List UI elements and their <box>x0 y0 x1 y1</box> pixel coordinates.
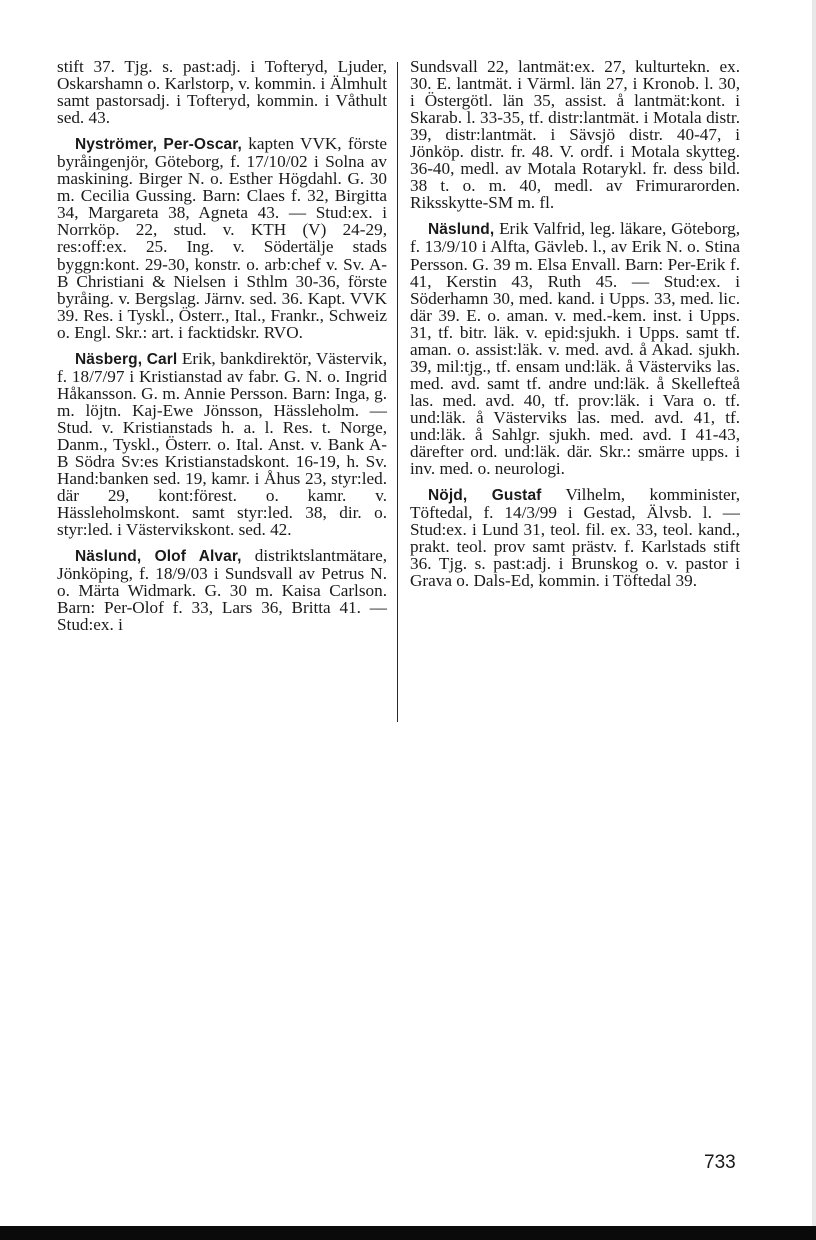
page-number: 733 <box>704 1152 736 1173</box>
entry-nojd <box>410 486 740 589</box>
entry-text: Vilhelm, komminister, Töftedal, f. 14/3/99 i Gestad, Älvsb. l. — Stud:ex. i Lund 31, teol. fil. ex. 33, teol. kand., prakt. teol. prov samt prästv. f. Karlstads stift 36. Tjg. s. past:adj. i Brunskog o. v. pastor i Grava o. Dals-Ed, kommin. i Töftedal 39. <box>410 485 740 591</box>
scan-bottom-border <box>0 1226 816 1240</box>
entry-text: stift 37. Tjg. s. past:adj. i Tofteryd, Ljuder, Oskarshamn o. Karlstorp, v. kommin. i Älmhult samt pastorsadj. i Tofteryd, kommin. i Våthult sed. 43. <box>57 57 387 128</box>
column-divider <box>397 62 398 722</box>
entry-name: Nöjd, Gustaf <box>428 487 542 505</box>
entry-name: Nyströmer, Per-Oscar, <box>75 136 242 154</box>
entry-text: Erik Valfrid, leg. läkare, Göteborg, f. 13/9/10 i Alfta, Gävleb. l., av Erik N. o. Stina Persson. G. 39 m. Elsa Envall. Barn: Per-Erik f. 41, Kerstin 43, Ruth 45. — Stud:ex. i Söderhamn 30, med. kand. i Upps. 33, med. lic. där 39. E. o. aman. v. med.-kem. inst. i Upps. 31, tf. bitr. läk. v. epid:sjukh. i Upps. samt tf. aman. o. assist:läk. v. med. avd. å Akad. sjukh. 39, mil:tjg., tf. ensam und:läk. å Västerviks las. med. avd. samt tf. andre und:läk. å Skellefteå las. med. avd. 40, tf. prov:läk. i Vara o. tf. und:läk. å Västerviks las. med. avd. 41, tf. und:läk. å Sahlgr. sjukh. med. avd. I 41-43, därefter ord. und:läk. där. Skr.: smärre upps. i inv. med. o. neurologi. <box>410 219 740 479</box>
entry-text: Erik, bankdirektör, Västervik, f. 18/7/97 i Kristianstad av fabr. G. N. o. Ingrid Håkansson. G. m. Annie Persson. Barn: Inga, g. m. löjtn. Kaj-Ewe Jönsson, Hässleholm. — Stud. v. Kristianstads h. a. l. Res. t. Norge, Danm., Tyskl., Österr. o. Ital. Anst. v. Bank A-B Södra Sv:es Kristianstadskont. 16-19, h. Sv. Hand:banken sed. 19, kamr. i Åhus 23, styr:led. där 29, kont:förest. o. kamr. v. Hässleholmskont. samt styr:led. 38, dir. o. styr:led. i Västervikskont. sed. 42. <box>57 348 388 540</box>
entry-nasberg <box>57 350 387 539</box>
entry-name: Näslund, <box>428 221 495 239</box>
right-column <box>410 58 740 589</box>
entry-name: Näsberg, Carl <box>75 350 178 368</box>
entry-continuation <box>57 58 387 126</box>
entry-text: Sundsvall 22, lantmät:ex. 27, kulturtekn. ex. 30. E. lantmät. i Värml. län 27, i Kronob. l. 30, i Östergötl. län 35, assist. å lantmät:kont. i Skarab. l. 33-35, tf. distr:lantmät. i Motala distr. 39, distr:lantmät. i Sävsjö distr. 40-47, i Jönköp. distr. fr. 48. V. ordf. i Motala skytteg. 36-40, medl. av Motala Rotarykl. fr. dess bild. 38 t. o. m. 40, medl. av Frimurarorden. Riksskytte-SM m. fl. <box>410 57 740 213</box>
entry-name: Näslund, Olof Alvar, <box>75 548 242 566</box>
left-column <box>57 58 387 634</box>
scan-edge <box>812 0 816 1240</box>
entry-naslund-olof <box>57 547 387 633</box>
entry-text: kapten VVK, förste byråingenjör, Göteborg, f. 17/10/02 i Solna av maskining. Birger N. o. Esther Högdahl. G. 30 m. Cecilia Gussing. Barn: Claes f. 32, Birgitta 34, Margareta 38, Agneta 43. — Stud:ex. i Norrköp. 22, stud. v. KTH (V) 24-29, res:off:ex. 25. Ing. v. Södertälje stads byggn:kont. 29-30, konstr. o. arb:chef v. Sv. A-B Christiani & Nielsen i Sthlm 30-36, förste byråing. v. Bergslag. Järnv. sed. 36. Kapt. VVK 39. Res. i Tyskl., Österr., Ital., Frankr., Schweiz o. Engl. Skr.: art. i facktidskr. RVO. <box>57 134 387 342</box>
entry-text: distriktslantmätare, Jönköping, f. 18/9/03 i Sundsvall av Petrus N. o. Märta Widmark. G. 30 m. Kaisa Carlson. Barn: Per-Olof f. 33, Lars 36, Britta 41. — Stud:ex. i <box>57 546 387 635</box>
entry-nystromer <box>57 135 387 341</box>
entry-naslund-erik <box>410 220 740 477</box>
entry-continuation <box>410 58 740 211</box>
